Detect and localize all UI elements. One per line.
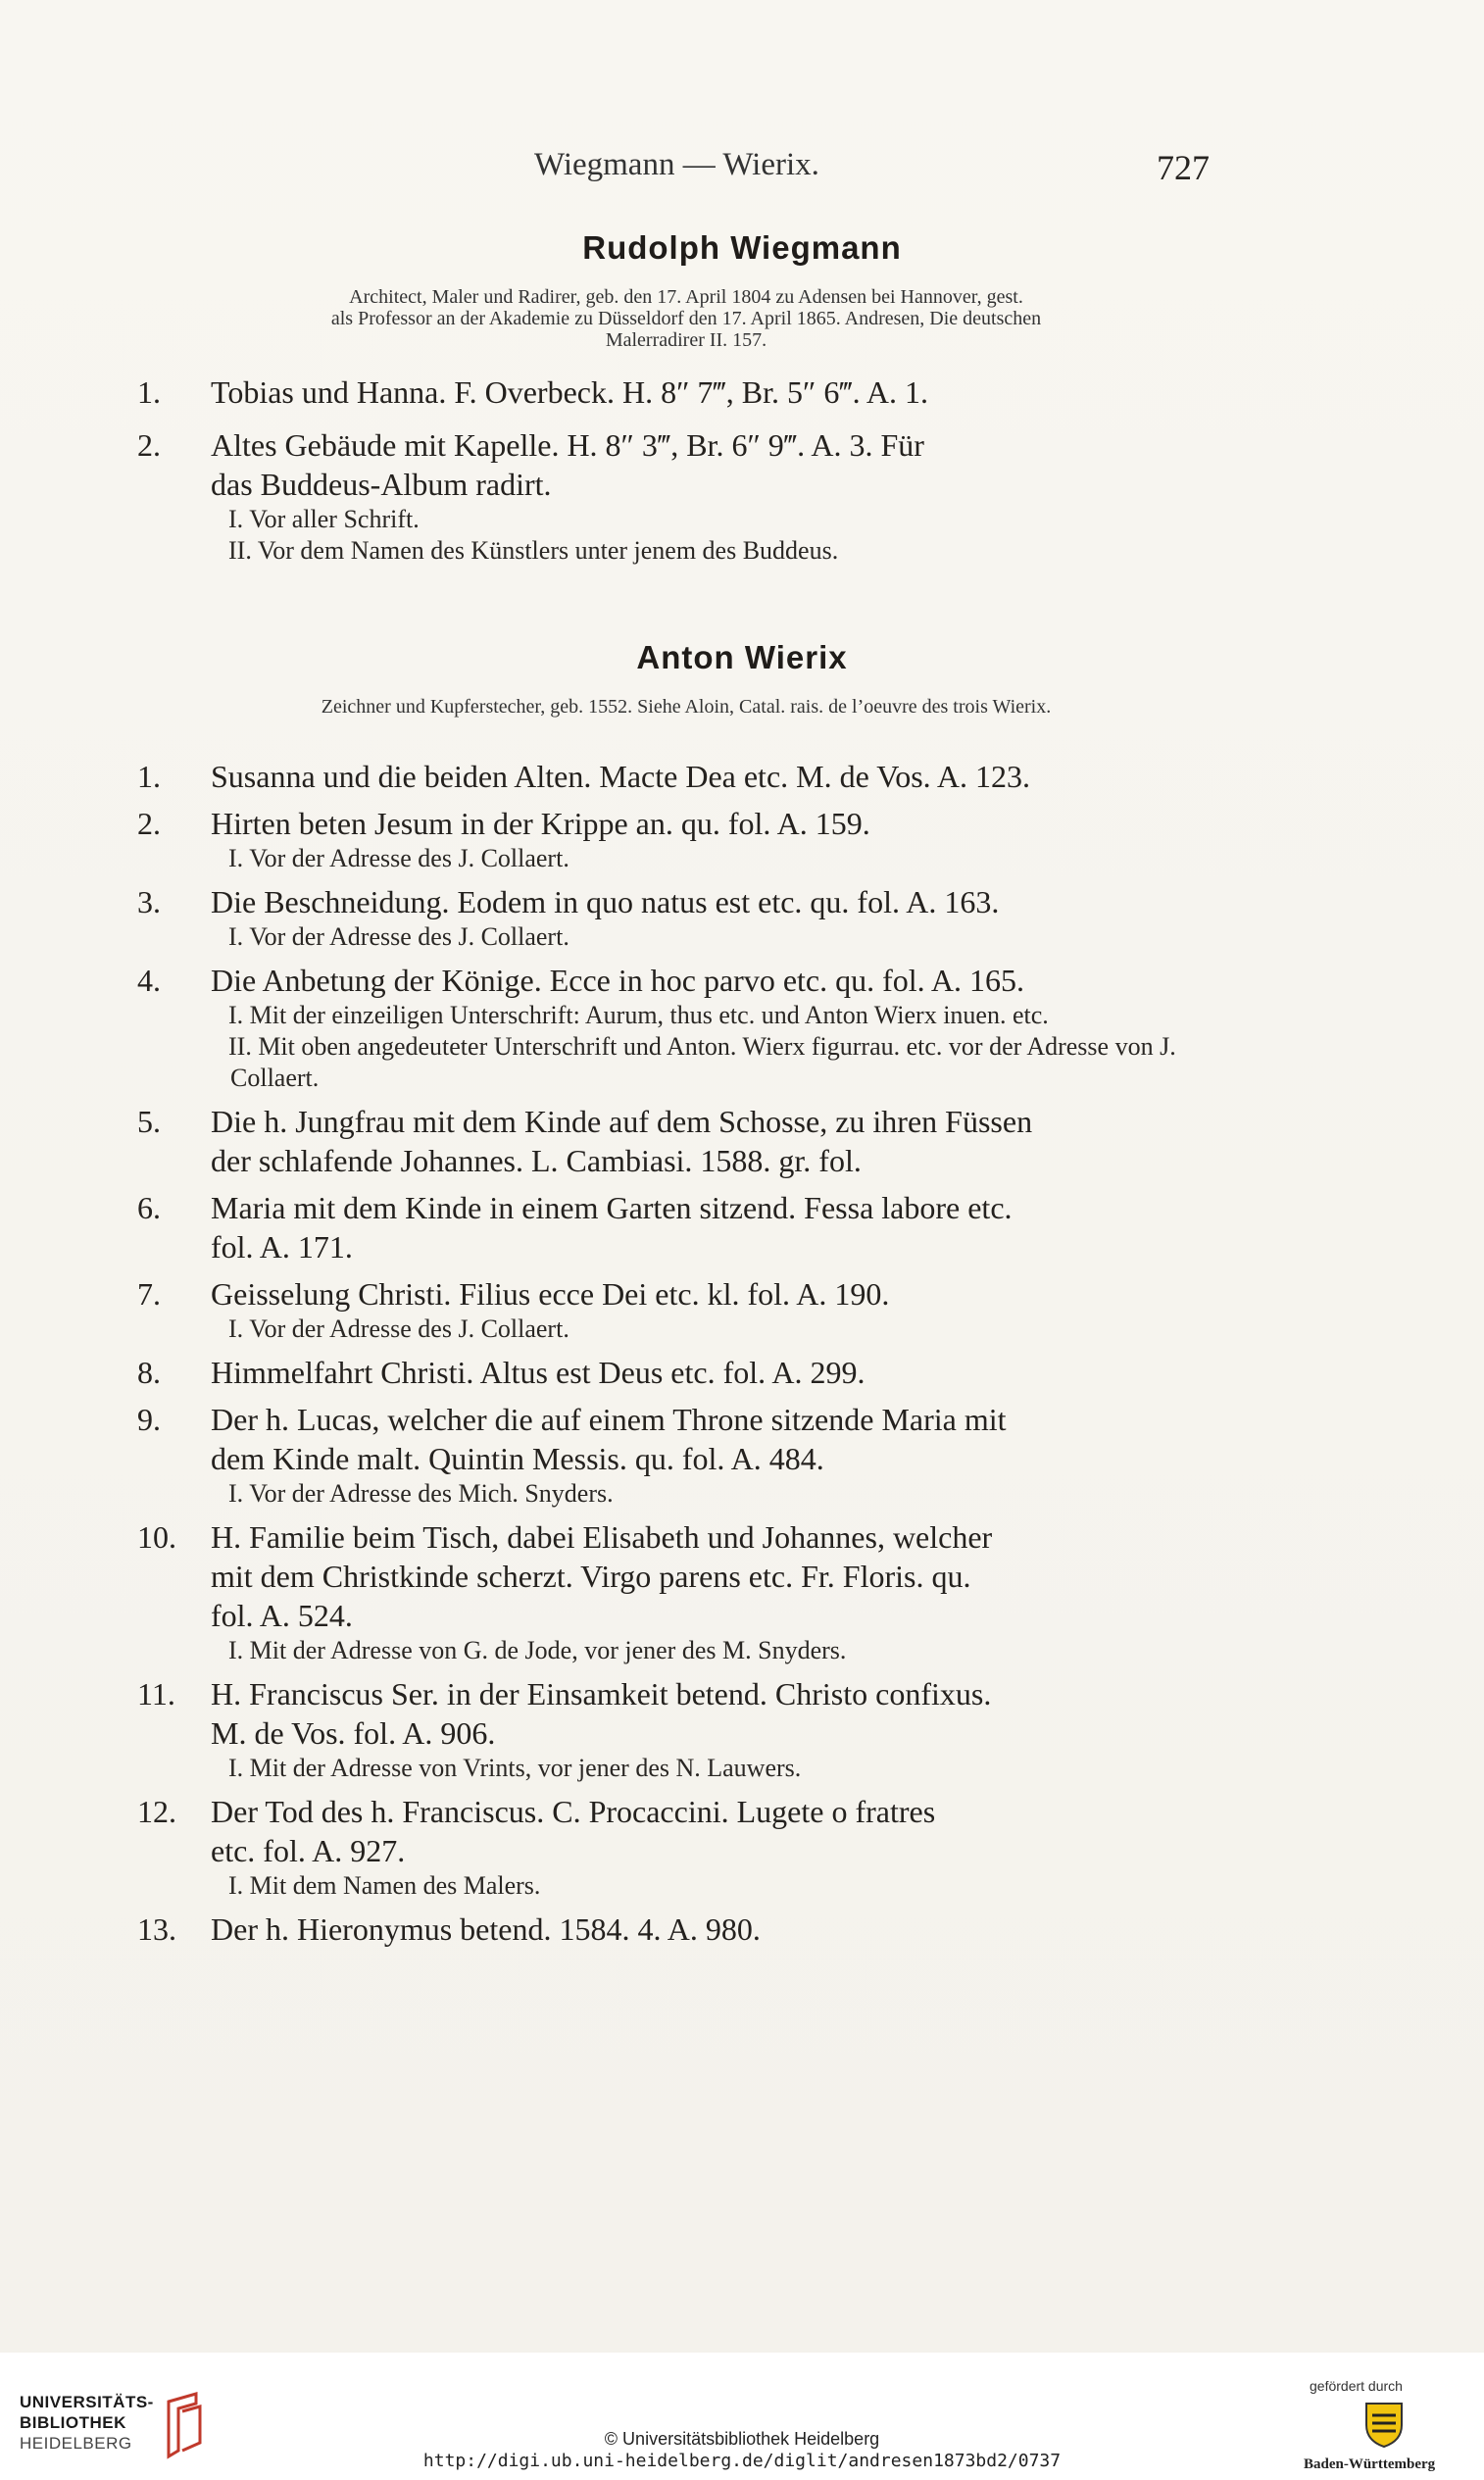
running-title: Wiegmann — Wierix. bbox=[534, 147, 819, 182]
sponsor-name: Baden-Württemberg bbox=[1304, 2456, 1436, 2472]
state-note: I. Mit dem Namen des Malers. bbox=[228, 1871, 541, 1900]
entry bbox=[137, 1188, 1237, 1266]
page-header bbox=[0, 147, 1484, 196]
state-note: I. Mit der Adresse von G. de Jode, vor jener des M. Snyders. bbox=[228, 1636, 847, 1664]
state-note: I. Vor der Adresse des J. Collaert. bbox=[228, 844, 569, 872]
entry-line: Der Tod des h. Franciscus. C. Procaccini. Lugete o fratres bbox=[211, 1794, 936, 1829]
entry-line: H. Franciscus Ser. in der Einsamkeit betend. Christo confixus. bbox=[211, 1676, 992, 1711]
entry-line: Altes Gebäude mit Kapelle. H. 8″ 3‴, Br. 6″ 9‴. A. 3. Für bbox=[211, 427, 924, 463]
state-note: I. Vor aller Schrift. bbox=[228, 505, 420, 533]
entry-number: 5. bbox=[137, 1104, 161, 1139]
copyright-notice: © Universitätsbibliothek Heidelberg bbox=[604, 2429, 880, 2449]
entry-number: 9. bbox=[137, 1402, 161, 1437]
entry bbox=[137, 425, 1237, 504]
entry bbox=[137, 1792, 1237, 1870]
entry bbox=[137, 372, 1237, 412]
entry bbox=[137, 1674, 1237, 1753]
entries-wiegmann bbox=[137, 372, 1237, 567]
desc-line: Zeichner und Kupferstecher, geb. 1552. Siehe Aloin, Catal. rais. de l’oeuvre des trois Wierix. bbox=[321, 696, 1052, 718]
entry-line: Der h. Hieronymus betend. 1584. 4. A. 980. bbox=[211, 1911, 761, 1947]
entry-line: Geisselung Christi. Filius ecce Dei etc. kl. fol. A. 190. bbox=[211, 1276, 890, 1312]
desc-line: Architect, Maler und Radirer, geb. den 17. April 1804 zu Adensen bei Hannover, gest. bbox=[349, 286, 1023, 308]
logo-line: HEIDELBERG bbox=[20, 2434, 132, 2453]
entry bbox=[137, 1400, 1237, 1478]
entry-line: Tobias und Hanna. F. Overbeck. H. 8″ 7‴, Br. 5″ 6‴. A. 1. bbox=[211, 374, 928, 410]
entry-number: 6. bbox=[137, 1190, 161, 1225]
state-note: I. Mit der Adresse von Vrints, vor jener des N. Lauwers. bbox=[228, 1754, 802, 1782]
entry-line: H. Familie beim Tisch, dabei Elisabeth und Johannes, welcher bbox=[211, 1519, 993, 1555]
entry-line: das Buddeus-Album radirt. bbox=[211, 467, 552, 502]
entry-number: 7. bbox=[137, 1276, 161, 1312]
entry-line: fol. A. 171. bbox=[211, 1229, 353, 1265]
entry-line: Die h. Jungfrau mit dem Kinde auf dem Schosse, zu ihren Füssen bbox=[211, 1104, 1033, 1139]
desc-line: als Professor an der Akademie zu Düsseldorf den 17. April 1865. Andresen, Die deutschen bbox=[330, 308, 1042, 329]
entry-line: etc. fol. A. 927. bbox=[211, 1833, 406, 1868]
entry bbox=[137, 1353, 1237, 1392]
entry-line: Hirten beten Jesum in der Krippe an. qu. fol. A. 159. bbox=[211, 806, 870, 841]
entry-line: Himmelfahrt Christi. Altus est Deus etc. fol. A. 299. bbox=[211, 1355, 866, 1390]
desc-line: Malerradirer II. 157. bbox=[605, 329, 767, 351]
page-number: 727 bbox=[1157, 148, 1210, 187]
state-note: II. Vor dem Namen des Künstlers unter jenem des Buddeus. bbox=[228, 536, 839, 565]
section-title-wierix: Anton Wierix bbox=[636, 639, 848, 675]
entry-number: 2. bbox=[137, 806, 161, 841]
entry-line: der schlafende Johannes. L. Cambiasi. 1588. gr. fol. bbox=[211, 1143, 862, 1178]
entry-number: 4. bbox=[137, 963, 161, 998]
state-note: I. Vor der Adresse des Mich. Snyders. bbox=[228, 1479, 614, 1508]
entry bbox=[137, 1517, 1237, 1635]
entry bbox=[137, 1910, 1237, 1949]
entry-line: Maria mit dem Kinde in einem Garten sitzend. Fessa labore etc. bbox=[211, 1190, 1013, 1225]
entry-number: 13. bbox=[137, 1911, 176, 1947]
entry-line: fol. A. 524. bbox=[211, 1598, 353, 1633]
entry-line: Die Anbetung der Könige. Ecce in hoc parvo etc. qu. fol. A. 165. bbox=[211, 963, 1024, 998]
entries-wierix bbox=[137, 757, 1237, 1949]
entry-number: 11. bbox=[137, 1676, 175, 1711]
entry-number: 8. bbox=[137, 1355, 161, 1390]
section-title-wiegmann: Rudolph Wiegmann bbox=[582, 229, 902, 266]
entry bbox=[137, 1102, 1237, 1180]
state-note: I. Vor der Adresse des J. Collaert. bbox=[228, 1314, 569, 1343]
logo-line: UNIVERSITÄTS- bbox=[20, 2393, 154, 2411]
logo-line: BIBLIOTHEK bbox=[20, 2413, 126, 2432]
section-desc-wierix bbox=[137, 696, 1235, 718]
entry-line: M. de Vos. fol. A. 906. bbox=[211, 1715, 496, 1751]
state-note: I. Mit der einzeiligen Unterschrift: Aurum, thus etc. und Anton Wierx inuen. etc. bbox=[228, 1001, 1049, 1029]
entry-line: Die Beschneidung. Eodem in quo natus est etc. qu. fol. A. 163. bbox=[211, 884, 1000, 919]
entry-line: Susanna und die beiden Alten. Macte Dea etc. M. de Vos. A. 123. bbox=[211, 759, 1030, 794]
entry-number: 10. bbox=[137, 1519, 176, 1555]
state-note: I. Vor der Adresse des J. Collaert. bbox=[228, 922, 569, 951]
entry bbox=[137, 804, 1237, 843]
entry-line: dem Kinde malt. Quintin Messis. qu. fol. A. 484. bbox=[211, 1441, 824, 1476]
entry bbox=[137, 1274, 1237, 1314]
digitization-footer bbox=[0, 2353, 1484, 2480]
state-note: II. Mit oben angedeuteter Unterschrift und Anton. Wierx figurrau. etc. vor der Adresse von J. Collaert. bbox=[228, 1032, 1176, 1092]
state-crest-icon[interactable] bbox=[1362, 2398, 1406, 2449]
entry-line: mit dem Christkinde scherzt. Virgo parens etc. Fr. Floris. qu. bbox=[211, 1559, 971, 1594]
permalink-url[interactable]: http://digi.ub.uni-heidelberg.de/diglit/andresen1873bd2/0737 bbox=[422, 2451, 1062, 2471]
entry bbox=[137, 882, 1237, 921]
entry bbox=[137, 961, 1237, 1000]
entry-number: 1. bbox=[137, 374, 161, 410]
sponsor-label: gefördert durch bbox=[1310, 2378, 1403, 2394]
entry-number: 2. bbox=[137, 427, 161, 463]
entry-number: 1. bbox=[137, 759, 161, 794]
entry-number: 12. bbox=[137, 1794, 176, 1829]
entry-line: Der h. Lucas, welcher die auf einem Throne sitzende Maria mit bbox=[211, 1402, 1007, 1437]
entry bbox=[137, 757, 1237, 796]
section-desc-wiegmann bbox=[137, 286, 1235, 351]
entry-number: 3. bbox=[137, 884, 161, 919]
